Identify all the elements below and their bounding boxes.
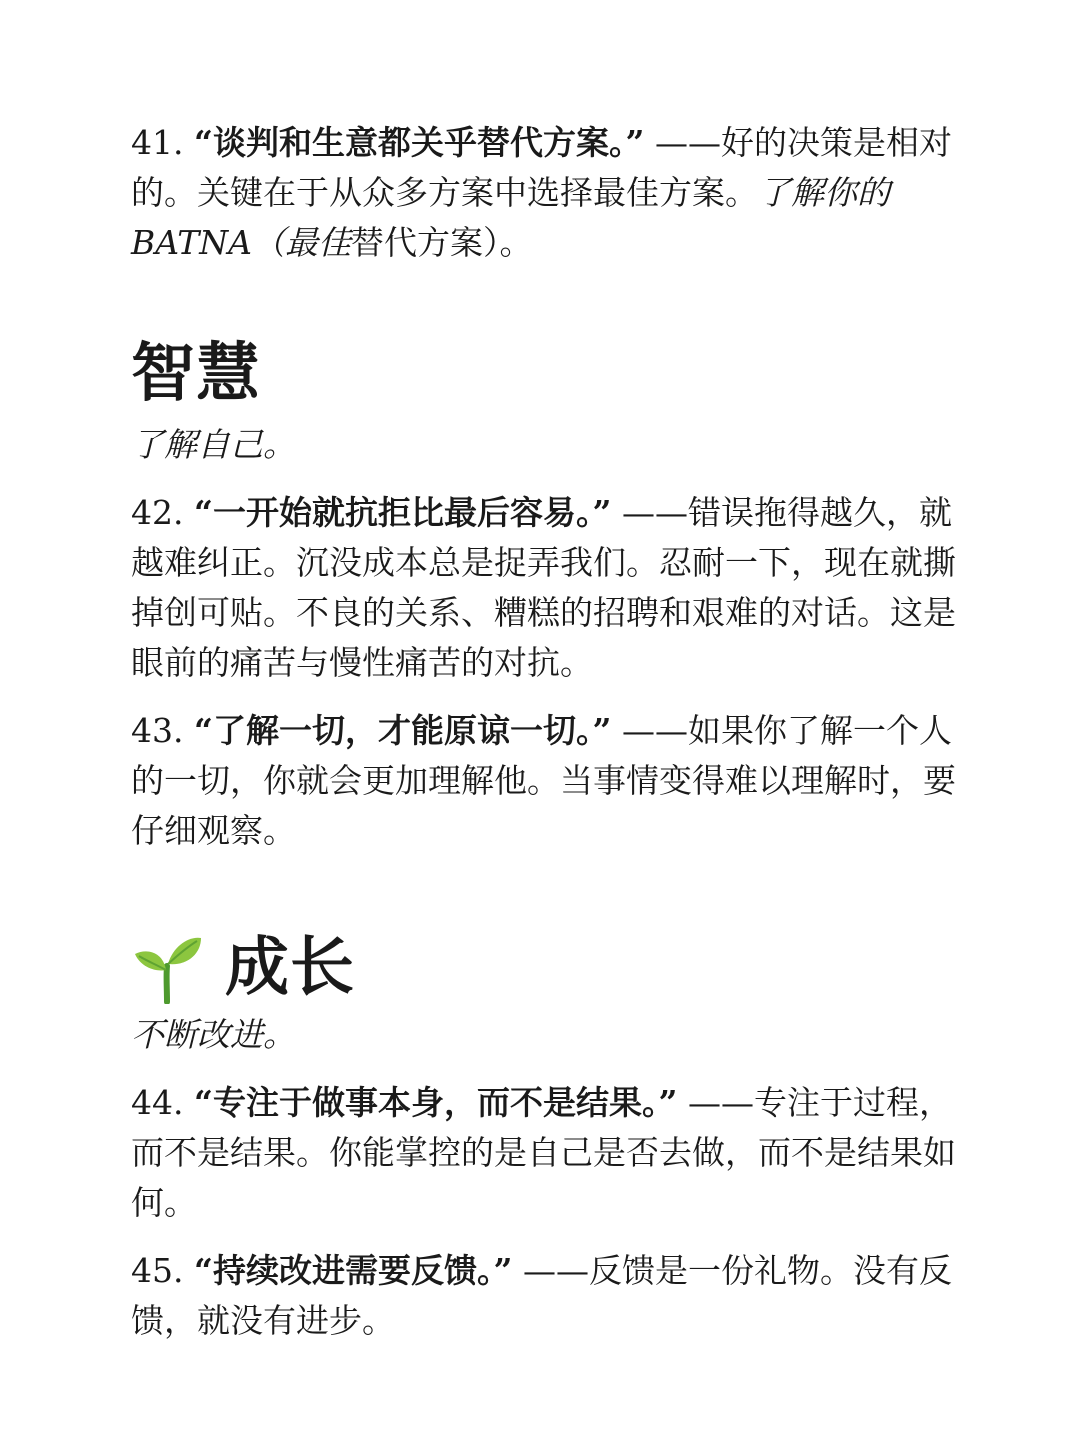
item-45	[131, 1246, 961, 1346]
section-growth-header	[131, 930, 961, 1006]
item-number: 41.	[131, 123, 194, 162]
sprout-icon	[131, 932, 203, 1004]
item-number: 42.	[131, 493, 194, 532]
item-quote: “专注于做事本身，而不是结果。”	[193, 1083, 678, 1122]
item-43	[131, 706, 961, 856]
item-quote: “了解一切，才能原谅一切。”	[193, 711, 612, 750]
item-body: ——反馈是一份礼物。没有反馈，就没有进步。	[131, 1251, 952, 1340]
item-44	[131, 1078, 961, 1228]
section-title: 智慧	[131, 336, 261, 411]
item-body: ——如果你了解一个人的一切，你就会更加理解他。当事情变得难以理解时，要仔细观察。	[131, 711, 956, 850]
section-wisdom-header	[131, 336, 961, 412]
item-quote: “一开始就抗拒比最后容易。”	[193, 493, 612, 532]
item-42	[131, 488, 961, 688]
item-italic: 了解你的BATNA（最佳	[131, 173, 890, 262]
section-subtitle: 不断改进。	[131, 1015, 296, 1054]
section-subtitle: 了解自己。	[131, 425, 296, 464]
item-number: 44.	[131, 1083, 194, 1122]
item-body: ——好的决策是相对的。关键在于从众多方案中选择最佳方案。	[131, 123, 952, 212]
item-41	[131, 118, 961, 268]
item-number: 43.	[131, 711, 194, 750]
item-tail: 替代方案）。	[351, 223, 533, 262]
item-body: ——错误拖得越久，就越难纠正。沉没成本总是捉弄我们。忍耐一下，现在就撕掉创可贴。不良的关系、糟糕的招聘和艰难的对话。这是眼前的痛苦与慢性痛苦的对抗。	[131, 493, 956, 682]
section-title: 成长	[225, 930, 355, 1005]
item-quote: “谈判和生意都关乎替代方案。”	[193, 123, 645, 162]
item-quote: “持续改进需要反馈。”	[193, 1251, 513, 1290]
item-body: ——专注于过程，而不是结果。你能掌控的是自己是否去做，而不是结果如何。	[131, 1083, 956, 1222]
item-number: 45.	[131, 1251, 194, 1290]
document-body	[131, 118, 961, 1346]
